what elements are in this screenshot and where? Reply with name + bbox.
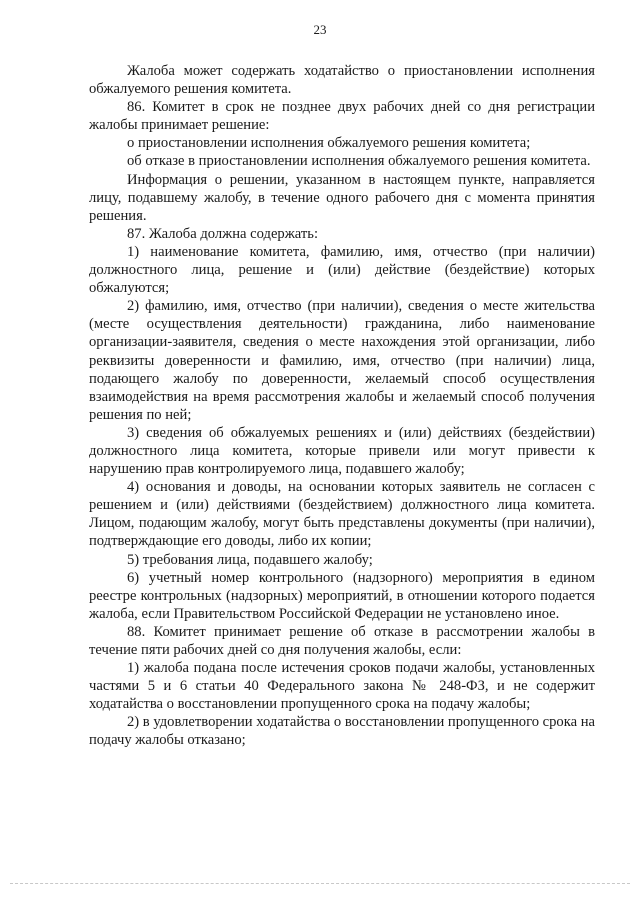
paragraph: 86. Комитет в срок не позднее двух рабочих дней со дня регистрации жалобы принимает решение: xyxy=(89,99,595,134)
paragraph: Жалоба может содержать ходатайство о приостановлении исполнения обжалуемого решения комитета. xyxy=(89,63,595,98)
paragraph: 87. Жалоба должна содержать: xyxy=(127,225,318,242)
page-number: 23 xyxy=(313,22,327,37)
paragraph: 4) основания и доводы, на основании которых заявитель не согласен с решением и (или) действиями (бездействием) должностного лица комитета. Лицом, подающим жалобу, могут быть представлены документы (при наличии), подтверждающие его доводы, либо их копии; xyxy=(89,479,595,550)
paragraph: 2) фамилию, имя, отчество (при наличии), сведения о месте жительства (месте осуществления деятельности) гражданина, либо наименование организации-заявителя, сведения о месте нахождения этой организации, либо реквизиты доверенности и фамилию, имя, отчество (при наличии) лица, подающего жалобу по доверенности, желаемый способ осуществления взаимодействия на время рассмотрения жалобы и желаемый способ получения решения по ней; xyxy=(89,298,595,423)
scan-artifact-line xyxy=(10,883,630,886)
paragraph: 1) жалоба подана после истечения сроков подачи жалобы, установленных частями 5 и 6 статьи 40 Федерального закона № 248-ФЗ, и не содержит ходатайства о восстановлении пропущенного срока на подачу жалобы; xyxy=(89,660,595,713)
paragraph: 2) в удовлетворении ходатайства о восстановлении пропущенного срока на подачу жалобы отказано; xyxy=(89,714,595,749)
paragraph: 1) наименование комитета, фамилию, имя, отчество (при наличии) должностного лица, решение и (или) действие (бездействие) которых обжалуются; xyxy=(89,243,595,297)
paragraph: о приостановлении исполнения обжалуемого решения комитета; xyxy=(127,135,531,152)
paragraph: об отказе в приостановлении исполнения обжалуемого решения комитета. xyxy=(127,153,591,170)
paragraph: 88. Комитет принимает решение об отказе в рассмотрении жалобы в течение пяти рабочих дней со дня получения жалобы, если: xyxy=(89,623,595,658)
paragraph: 5) требования лица, подавшего жалобу; xyxy=(127,551,373,568)
paragraph: 6) учетный номер контрольного (надзорного) мероприятия в едином реестре контрольных (надзорных) мероприятий, в отношении которого подается жалоба, если Правительством Российской Федерации не установлено иное. xyxy=(89,569,595,622)
paragraph: 3) сведения об обжалуемых решениях и (или) действиях (бездействии) должностного лица комитета, которые привели или могут привести к нарушению прав контролируемого лица, подавшего жалобу; xyxy=(89,424,595,478)
paragraph: Информация о решении, указанном в настоящем пункте, направляется лицу, подавшему жалобу, в течение одного рабочего дня с момента принятия решения. xyxy=(89,171,595,224)
document-body xyxy=(89,62,595,750)
